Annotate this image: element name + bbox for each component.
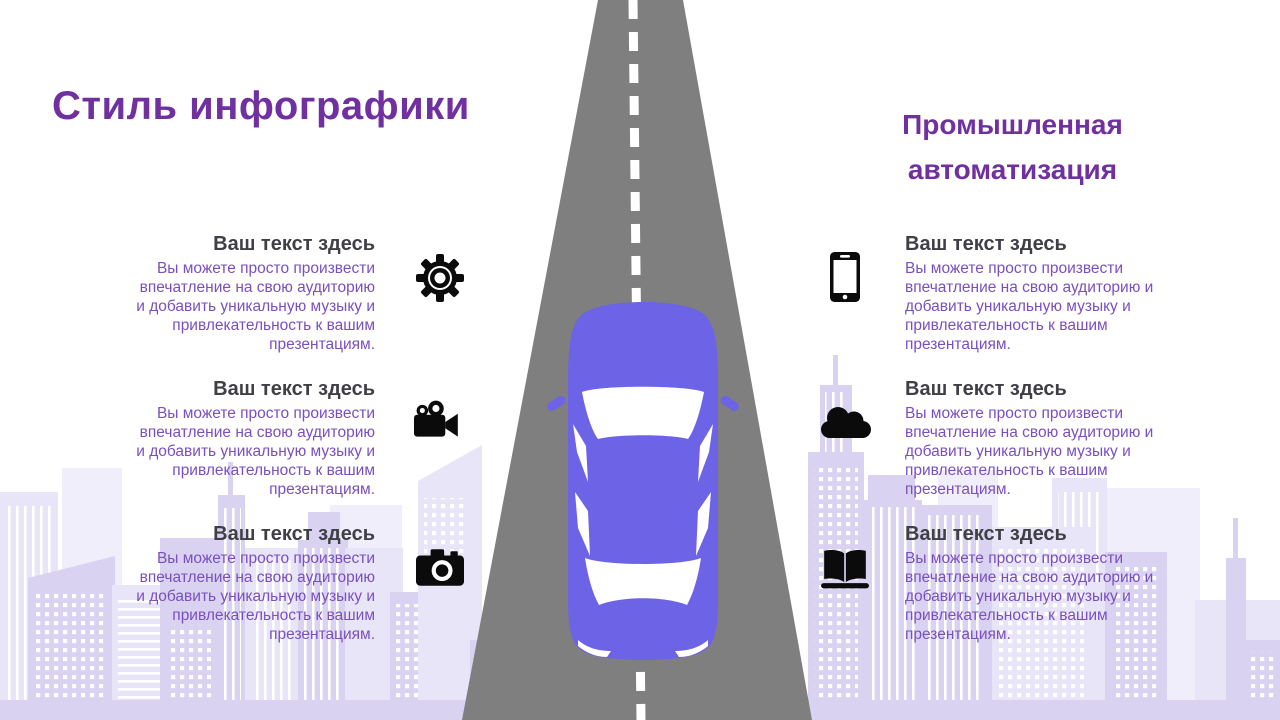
block-heading: Ваш текст здесь (905, 233, 1067, 255)
text-block-right-2 (905, 377, 1163, 499)
block-body: Вы можете просто произвести впечатление на свою аудиторию и добавить уникальную музыку и привлекательность к вашим презентациям. (136, 260, 375, 353)
block-heading: Ваш текст здесь (213, 523, 375, 545)
page-title: Стиль инфографики (52, 84, 470, 128)
text-block-left-3 (133, 522, 375, 644)
topic-title-line2: автоматизация (907, 154, 1118, 185)
smartphone-icon (830, 252, 860, 302)
block-body: Вы можете просто произвести впечатление на свою аудиторию и добавить уникальную музыку и привлекательность к вашим презентациям. (136, 405, 375, 498)
photo-camera-icon (416, 549, 464, 587)
block-heading: Ваш текст здесь (905, 378, 1067, 400)
text-block-left-2 (133, 377, 375, 499)
block-heading: Ваш текст здесь (905, 523, 1067, 545)
block-body: Вы можете просто произвести впечатление на свою аудиторию и добавить уникальную музыку и привлекательность к вашим презентациям. (905, 550, 1154, 643)
open-book-icon (820, 546, 870, 590)
topic-title-line1: Промышленная (902, 109, 1123, 140)
text-block-left-1 (133, 232, 375, 354)
text-block-right-1 (905, 232, 1163, 354)
topic-title (855, 102, 1170, 192)
block-heading: Ваш текст здесь (213, 378, 375, 400)
cloud-icon (817, 404, 873, 442)
block-body: Вы можете просто произвести впечатление на свою аудиторию и добавить уникальную музыку и привлекательность к вашим презентациям. (136, 550, 375, 643)
text-block-right-3 (905, 522, 1163, 644)
block-body: Вы можете просто произвести впечатление на свою аудиторию и добавить уникальную музыку и привлекательность к вашим презентациям. (905, 260, 1154, 353)
block-heading: Ваш текст здесь (213, 233, 375, 255)
block-body: Вы можете просто произвести впечатление на свою аудиторию и добавить уникальную музыку и привлекательность к вашим презентациям. (905, 405, 1154, 498)
car-top-view (545, 302, 740, 660)
video-camera-icon (414, 400, 462, 442)
gear-icon (414, 252, 466, 304)
